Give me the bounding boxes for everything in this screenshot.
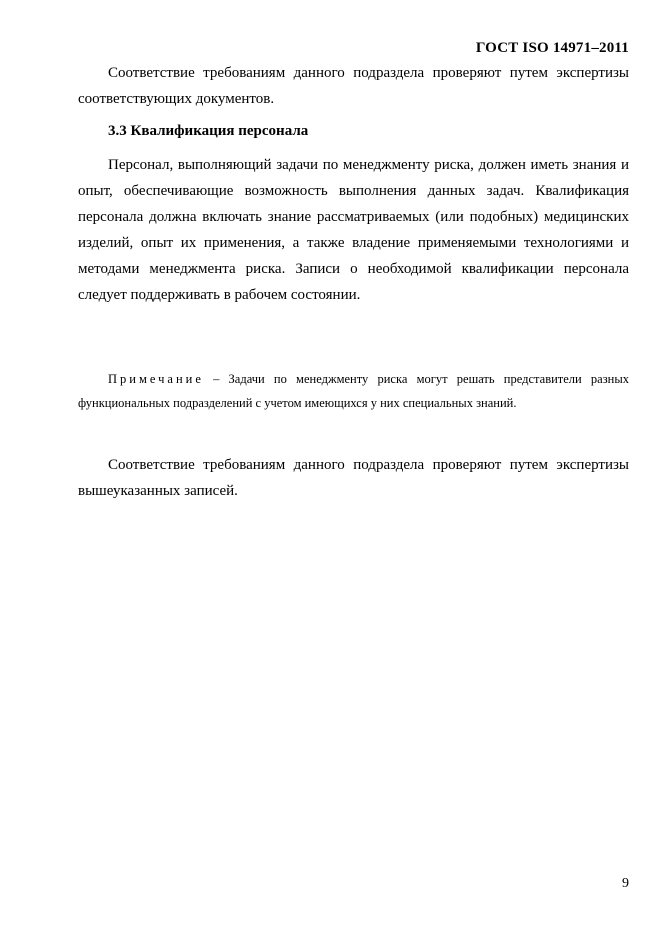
final-block (78, 452, 629, 504)
section-3-3-body (78, 152, 629, 308)
note-label: Примечание (108, 372, 204, 386)
document-code: ГОСТ ISO 14971–2011 (475, 40, 629, 56)
paragraph-compliance-documents: Соответствие требованиям данного подраздела проверяют путем экспертизы соответствующих документов. (78, 65, 629, 107)
page-body (78, 60, 629, 112)
note-text: – Задачи по менеджменту риска могут решать представители разных функциональных подразделений с учетом имеющихся у них специальных знаний. (78, 372, 629, 410)
section-3-3 (78, 118, 629, 144)
paragraph-personnel-qualification: Персонал, выполняющий задачи по менеджменту риска, должен иметь знания и опыт, обеспечивающие возможность выполнения данных задач. Квалификация персонала должна включать знание рассматриваемых (или подобных) медицинских изделий, опыт их применения, а также владение применяемыми технологиями и методами менеджмента риска. Записи о необходимой квалификации персонала следует поддерживать в рабочем состоянии. (78, 157, 629, 303)
note-paragraph (78, 367, 629, 415)
page-number: 9 (622, 876, 629, 891)
paragraph-compliance-records: Соответствие требованиям данного подраздела проверяют путем экспертизы вышеуказанных записей. (78, 457, 629, 499)
note-block (78, 367, 629, 415)
section-heading: 3.3 Квалификация персонала (108, 123, 309, 139)
